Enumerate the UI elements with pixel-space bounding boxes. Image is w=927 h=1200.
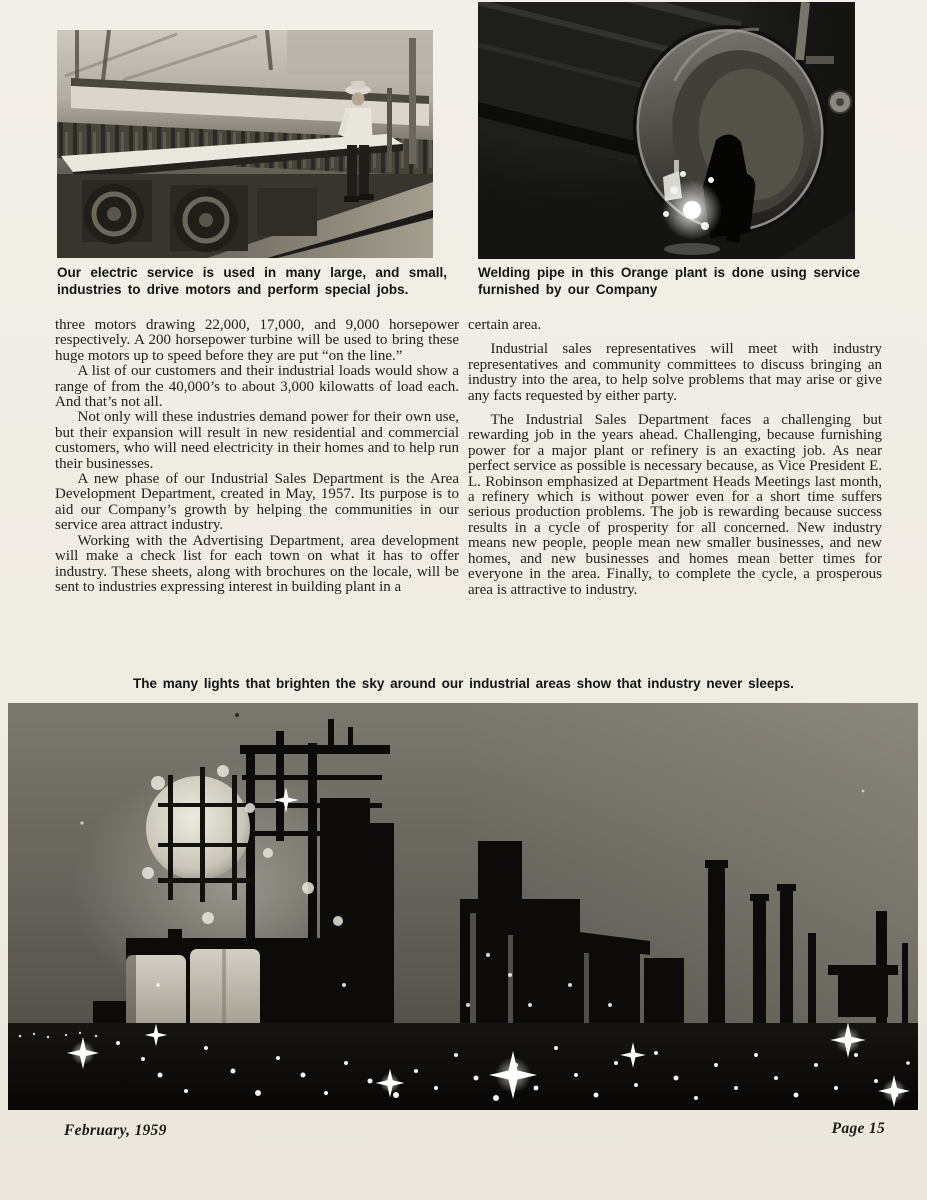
paragraph: Industrial sales representatives will meet with industry representatives and community committees to discuss bringing an industry into the area, to help solve problems that may arise or give any facts requested by either party. — [468, 341, 882, 404]
welding-photo-caption: Welding pipe in this Orange plant is done using service furnished by our Company — [478, 265, 860, 297]
paragraph: certain area. — [468, 317, 542, 333]
refinery-night-photo — [8, 703, 918, 1110]
paragraph: three motors drawing 22,000, 17,000, and 9,000 horsepower respectively. A 200 horsepower turbine will be used to bring these huge motors up to speed before they are put “on the line.” — [55, 317, 459, 364]
footer-page-number: Page 15 — [831, 1120, 885, 1137]
footer-date: February, 1959 — [64, 1122, 167, 1139]
welding-photo — [478, 2, 855, 259]
welding-photo-art — [478, 2, 855, 259]
night-photo-caption: The many lights that brighten the sky around our industrial areas show that industry never sleeps. — [133, 676, 794, 691]
paragraph: Working with the Advertising Department, area development will make a check list for each town on what it has to offer industry. These sheets, along with brochures on the locale, will be sent to industries expressing interest in building plant in a — [55, 532, 459, 595]
factory-photo — [57, 30, 433, 258]
paragraph: Not only will these industries demand power for their own use, but their expansion will result in new residential and commercial customers, who will need electricity in their homes and to help run their businesses. — [55, 409, 459, 472]
paragraph: The Industrial Sales Department faces a challenging but rewarding job in the years ahead. Challenging, because furnishing power for a major plant or refinery is an exacting job. As near perfect service as possible is necessary because, as Vice President E. L. Robinson emphasized at Department Heads Meetings last month, a refinery which is without power even for a short time suffers serious production problems. The job is rewarding because success results in a cycle of prosperity for all concerned. New industry means new people, people mean new smaller businesses, and new homes, and new businesses and homes mean better times for everyone in the area. Finally, to complete the cycle, a prosperous area is attractive to industry. — [468, 412, 882, 598]
article-left-column — [55, 318, 459, 595]
refinery-night-art — [8, 703, 918, 1110]
factory-photo-caption: Our electric service is used in many large, and small, industries to drive motors and perform special jobs. — [57, 265, 447, 297]
paragraph: A list of our customers and their industrial loads would show a range of from the 40,000’s to about 3,000 kilowatts of load each. And that’s not all. — [55, 363, 459, 411]
article-right-column — [468, 318, 882, 598]
factory-photo-art — [57, 30, 433, 258]
paragraph: A new phase of our Industrial Sales Department is the Area Development Department, created in May, 1957. Its purpose is to aid our Company’s growth by helping the communities in our service area attract industry. — [55, 471, 459, 534]
